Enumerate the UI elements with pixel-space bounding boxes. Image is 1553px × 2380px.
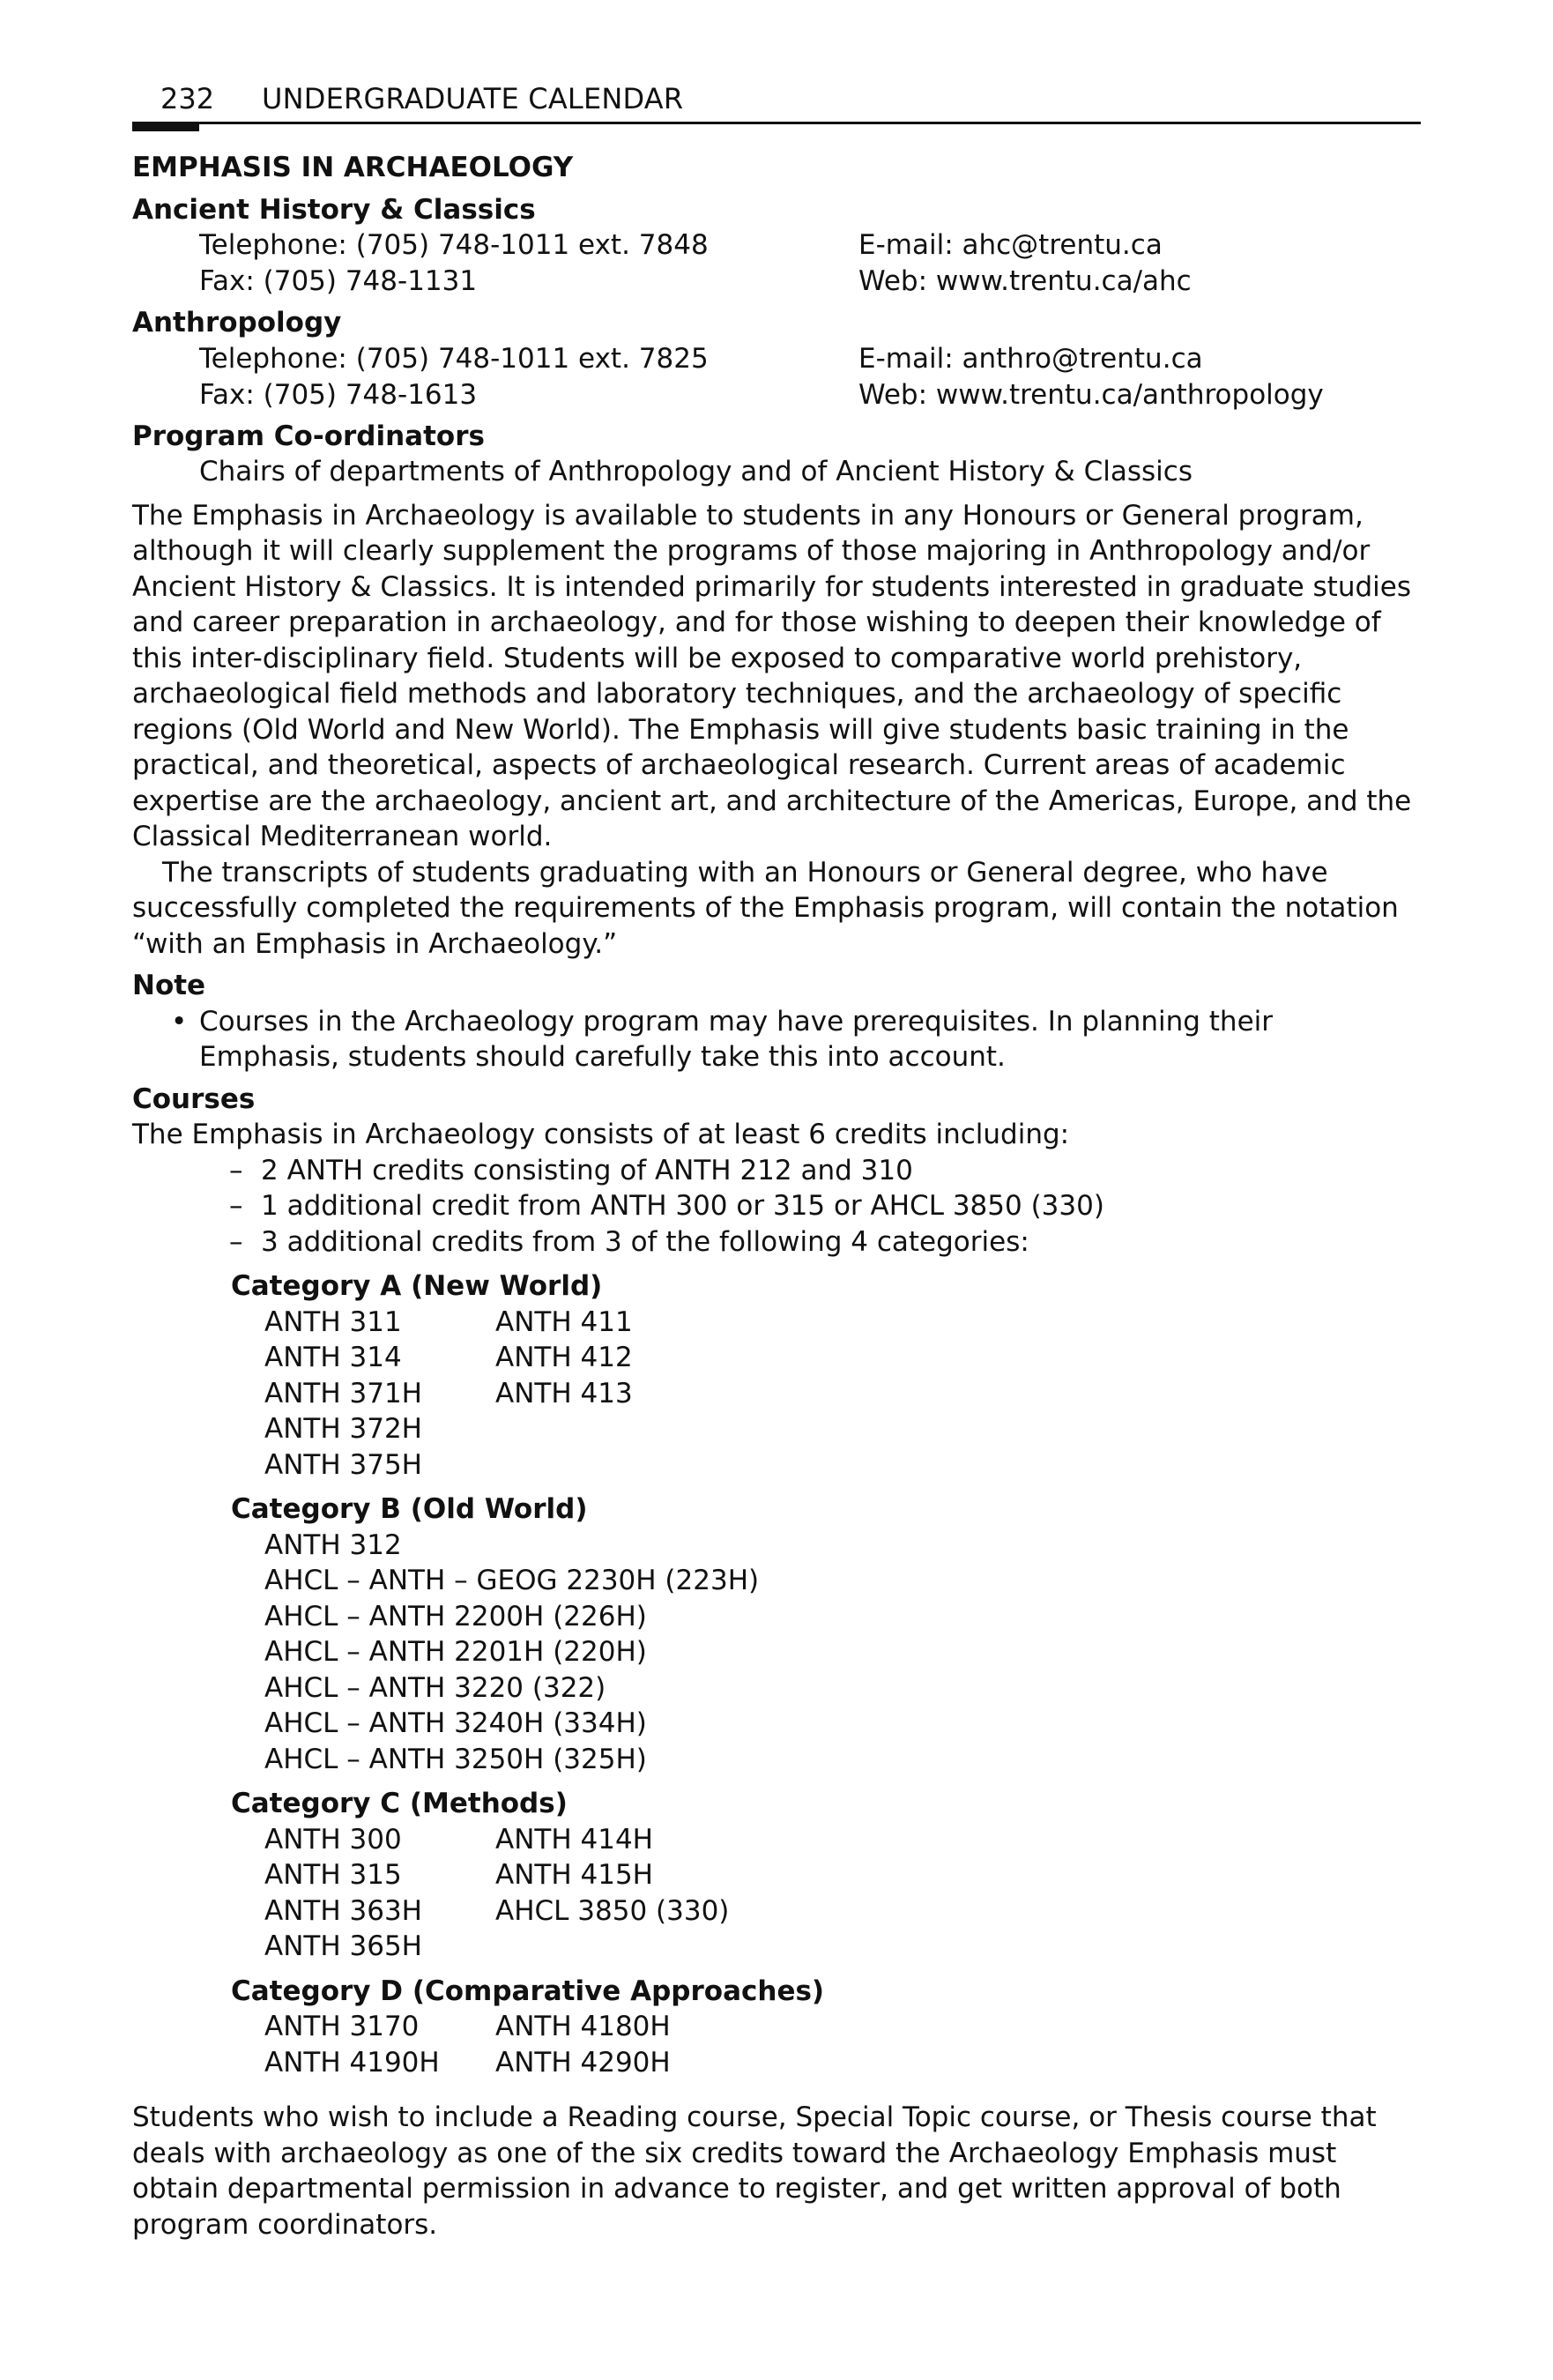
ahc-fax: Fax: (705) 748-1131 bbox=[199, 265, 478, 297]
anthro-telephone: Telephone: (705) 748-1011 ext. 7825 bbox=[199, 342, 709, 375]
page-header bbox=[132, 81, 1421, 125]
course-code: ANTH 4190H bbox=[264, 2046, 440, 2079]
requirement-text: 3 additional credits from 3 of the following 4 categories: bbox=[261, 1225, 1029, 1258]
note-item bbox=[171, 1004, 1421, 1075]
requirement-text: 2 ANTH credits consisting of ANTH 212 and 310 bbox=[261, 1154, 913, 1186]
ahc-contact bbox=[199, 227, 1421, 299]
course-code: ANTH 4180H bbox=[495, 2011, 671, 2042]
category-a-title: Category A (New World) bbox=[231, 1270, 603, 1302]
header-rule bbox=[132, 122, 1421, 124]
course-code: ANTH 312 bbox=[264, 1528, 402, 1561]
category-c-title: Category C (Methods) bbox=[231, 1788, 568, 1819]
requirement-text: 1 additional credit from ANTH 300 or 315 or AHCL 3850 (330) bbox=[261, 1190, 1104, 1222]
course-code: ANTH 411 bbox=[495, 1305, 633, 1338]
courses-heading: Courses bbox=[132, 1082, 256, 1115]
course-code: AHCL – ANTH 2201H (220H) bbox=[264, 1636, 647, 1668]
category-b-courses bbox=[264, 1528, 1421, 1778]
closing-paragraph: Students who wish to include a Reading course, Special Topic course, or Thesis course that deals with archaeology as one of the six credits toward the Archaeology Emphasis must obtain departmental permission in advance to register, and get written approval of both program coordinators. bbox=[132, 2101, 1377, 2241]
courses-intro: The Emphasis in Archaeology consists of at least 6 credits including: bbox=[132, 1119, 1070, 1150]
course-code: AHCL 3850 (330) bbox=[495, 1894, 730, 1927]
ahc-heading: Ancient History & Classics bbox=[132, 193, 536, 226]
note-heading: Note bbox=[132, 970, 206, 1001]
dash-icon: – bbox=[229, 1225, 243, 1258]
course-code: ANTH 415H bbox=[495, 1859, 653, 1891]
ahc-email: E-mail: ahc@trentu.ca bbox=[858, 229, 1163, 261]
dash-icon: – bbox=[229, 1154, 243, 1186]
category-b-title: Category B (Old World) bbox=[231, 1493, 588, 1525]
course-code bbox=[495, 1411, 760, 1447]
course-code: ANTH 3170 bbox=[264, 2011, 420, 2042]
course-code: ANTH 300 bbox=[264, 1823, 402, 1856]
course-code: ANTH 372H bbox=[264, 1413, 422, 1445]
anthro-contact bbox=[199, 341, 1421, 413]
note-text: Courses in the Archaeology program may have prerequisites. In planning their Emphasis, students should carefully take this into account. bbox=[199, 1005, 1274, 1073]
course-code: ANTH 365H bbox=[264, 1930, 422, 1962]
document-page bbox=[132, 81, 1421, 2242]
requirement-item bbox=[229, 1153, 1421, 1189]
course-code: ANTH 4290H bbox=[495, 2046, 671, 2079]
course-code: ANTH 363H bbox=[264, 1894, 422, 1927]
ahc-telephone: Telephone: (705) 748-1011 ext. 7848 bbox=[199, 229, 709, 261]
course-code: ANTH 375H bbox=[264, 1448, 422, 1481]
course-code: AHCL – ANTH 3220 (322) bbox=[264, 1671, 606, 1704]
course-code: ANTH 311 bbox=[264, 1305, 402, 1338]
course-code: ANTH 314 bbox=[264, 1342, 402, 1373]
category-d-title: Category D (Comparative Approaches) bbox=[231, 1975, 825, 2007]
course-code: ANTH 315 bbox=[264, 1859, 402, 1891]
transcript-paragraph: The transcripts of students graduating with an Honours or General degree, who have successfully completed the requirements of the Emphasis program, will contain the notation “with an Emphasis in Archaeology.” bbox=[132, 856, 1399, 960]
course-code: AHCL – ANTH – GEOG 2230H (223H) bbox=[264, 1565, 760, 1596]
requirement-item bbox=[229, 1188, 1421, 1224]
coordinators-heading: Program Co-ordinators bbox=[132, 420, 485, 452]
course-code bbox=[495, 1447, 760, 1484]
ahc-web: Web: www.trentu.ca/ahc bbox=[858, 265, 1192, 297]
course-code: ANTH 414H bbox=[495, 1823, 653, 1856]
coordinators-text: Chairs of departments of Anthropology and of Ancient History & Classics bbox=[199, 456, 1193, 487]
course-code: ANTH 412 bbox=[495, 1342, 633, 1373]
bullet-icon: • bbox=[171, 1005, 188, 1038]
category-d-courses bbox=[264, 2009, 1421, 2080]
intro-paragraph: The Emphasis in Archaeology is available to students in any Honours or General program, although it will clearly supplement the programs of those majoring in Anthropology and/or Ancient History & Classics. It is intended primarily for students interested in graduate studies and career preparation in archaeology, and for those wishing to deepen their knowledge of this inter-disciplinary field. Students will be exposed to comparative world prehistory, archaeological field methods and laboratory techniques, and the archaeology of specific regions (Old World and New World). The Emphasis will give students basic training in the practical, and theoretical, aspects of archaeological research. Current areas of academic expertise are the archaeology, ancient art, and architecture of the Americas, Europe, and the Classical Mediterranean world. bbox=[132, 499, 1412, 852]
course-code: ANTH 413 bbox=[495, 1377, 633, 1409]
course-code bbox=[495, 1929, 760, 1965]
section-heading: EMPHASIS IN ARCHAEOLOGY bbox=[132, 152, 574, 183]
dash-icon: – bbox=[229, 1190, 243, 1222]
course-code: AHCL – ANTH 2200H (226H) bbox=[264, 1600, 647, 1633]
anthro-heading: Anthropology bbox=[132, 307, 342, 338]
course-code: ANTH 371H bbox=[264, 1377, 422, 1409]
anthro-web: Web: www.trentu.ca/anthropology bbox=[858, 378, 1324, 411]
running-title: UNDERGRADUATE CALENDAR bbox=[262, 82, 684, 115]
header-rule-accent bbox=[132, 122, 199, 131]
anthro-fax: Fax: (705) 748-1613 bbox=[199, 378, 478, 411]
requirement-item bbox=[229, 1224, 1421, 1261]
category-c-courses bbox=[264, 1822, 1421, 1965]
page-number: 232 bbox=[160, 82, 215, 115]
course-code: AHCL – ANTH 3250H (325H) bbox=[264, 1743, 647, 1775]
category-a-courses bbox=[264, 1305, 1421, 1484]
course-code: AHCL – ANTH 3240H (334H) bbox=[264, 1707, 647, 1739]
anthro-email: E-mail: anthro@trentu.ca bbox=[858, 342, 1203, 375]
